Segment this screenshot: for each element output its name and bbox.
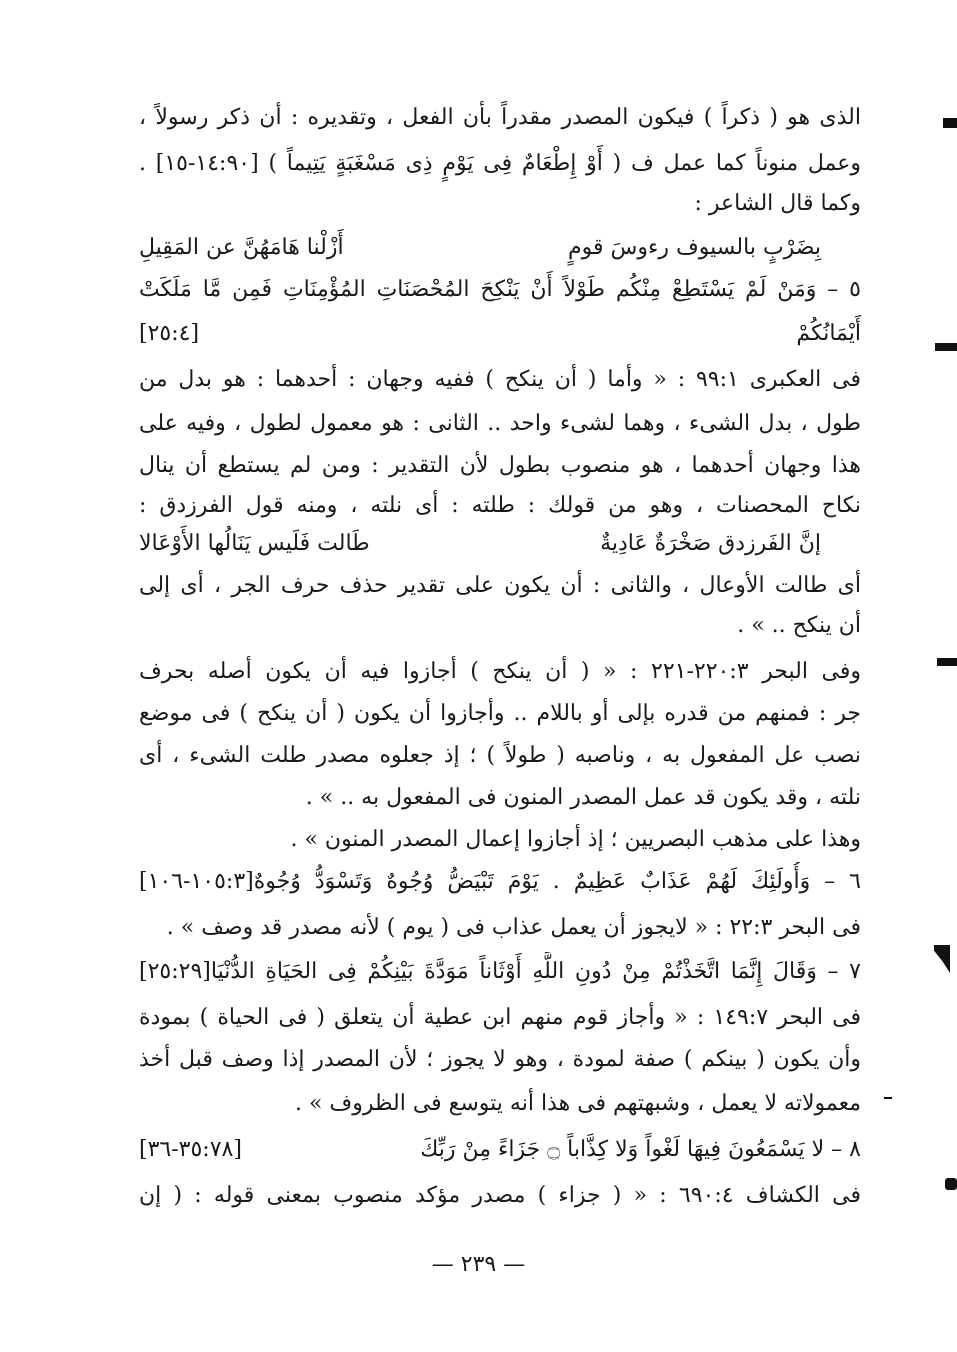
quran-verse-line (139, 1130, 861, 1170)
text-line: وأن يكون ( بينكم ) صفة لمودة ، وهو لا يجوز ؛ لأن المصدر إذا وصف قبل أخذ (139, 1047, 861, 1072)
quran-verse-text: ٨ – لا يَسْمَعُونَ فِيهَا لَغْواً وَلا كِذَّاباً ۝ جَزَاءً مِنْ رَبِّكَ (420, 1137, 861, 1162)
text-line: طول ، بدل الشىء ، وهما لشىء واحد .. الثانى : هو معمول لطول ، وفيه على (139, 411, 861, 436)
text-line: فى البحر ١٤٩:٧ : « وأجاز قوم منهم ابن عطية أن يتعلق ( فى الحياة ) بمودة (139, 1005, 861, 1030)
text-line: فى الكشاف ٦٩٠:٤ : « ( جزاء ) مصدر مؤكد منصوب بمعنى قوله : ( إن (139, 1183, 861, 1208)
text-line: أى طالت الأوعال ، والثانى : أن يكون على تقدير حذف حرف الجر ، أى إلى (139, 573, 861, 598)
text-line: وعمل منوناً كما عمل ف ( أَوْ إِطْعَامٌ فِى يَوْمٍ ذِى مَسْغَبَةٍ يَتِيماً ) [١٤:٩٠-١٥] . (139, 151, 861, 176)
verse-hemistich-first: إنَّ الفَرزدق صَخْرَةٌ عَادِيةٌ (600, 531, 821, 556)
scan-speck (884, 1097, 892, 1099)
text-line: فى البحر ٢٢:٣ : « لايجوز أن يعمل عذاب فى ( يوم ) لأنه مصدر قد وصف » . (166, 915, 861, 940)
text-line: وكما قال الشاعر : (694, 191, 861, 216)
verse-reference: [٣٥:٧٨-٣٦] (139, 1137, 242, 1162)
binding-hole-mark (937, 658, 957, 666)
text-line: الذى هو ( ذكراً ) فيكون المصدر مقدراً بأن الفعل ، وتقديره : أن ذكر رسولاً ، (139, 105, 861, 130)
text-line: أن ينكح .. » . (737, 613, 861, 638)
text-line: نكاح المحصنات ، وهو من قولك : طلته : أى نلته ، ومنه قول الفرزدق : (139, 493, 861, 518)
quran-verse-text: أَيْمَانُكُمْ (796, 321, 861, 346)
verse-hemistich-first: بِضَرْبٍ بالسيوف رءوسَ قومٍ (568, 235, 821, 260)
text-line: وهذا على مذهب البصريين ؛ إذ أجازوا إعمال المصدر المنون » . (290, 827, 861, 852)
binding-hole-mark (934, 945, 950, 973)
text-line: نصب عل المفعول به ، وناصبه ( طولاً ) ؛ إذ جعلوه مصدر طلت الشىء ، أى (139, 743, 861, 768)
binding-hole-mark (935, 343, 957, 351)
text-line: هذا وجهان أحدهما ، هو منصوب بطول لأن التقدير : ومن لم يستطع أن ينال (139, 453, 861, 478)
quran-verse-line: ٦ – وَأُولَئِكَ لَهُمْ عَذَابٌ عَظِيمٌ . يَوْمَ تَبْيَضُّ وُجُوهٌ وَتَسْوَدُّ وُجُوهٌ[١٠٥:٣-١٠٦] (139, 869, 861, 894)
poetry-verse (139, 228, 861, 268)
verse-hemistich-second: أَزْلْنا هَامَهُنَّ عن المَقِيلِ (139, 235, 344, 260)
text-line: فى العكبرى ٩٩:١ : « وأما ( أن ينكح ) ففيه وجهان : أحدهما : هو بدل من (139, 367, 861, 392)
verse-reference: [٢٥:٤] (139, 321, 200, 346)
text-line: وفى البحر ٢٢٠:٣-٢٢١ : « ( أن ينكح ) أجازوا فيه أن يكون أصله بحرف (139, 659, 861, 684)
text-line: جر : فمنهم من قدره بإلى أو باللام .. وأجازوا أن يكون ( أن ينكح ) فى موضع (139, 701, 861, 726)
poetry-verse (139, 524, 861, 564)
binding-hole-mark (945, 1178, 957, 1190)
verse-hemistich-second: طَالت فَلَيس يَنَالُها الأَوْعَالا (139, 531, 370, 556)
text-line: نلته ، وقد يكون قد عمل المصدر المنون فى المفعول به .. » . (305, 785, 861, 810)
page-number: — ٢٣٩ — (431, 1252, 526, 1277)
quran-verse-line: ٧ – وَقَالَ إِنَّمَا اتَّخَذْتُمْ مِنْ دُونِ اللَّهِ أَوْثَاناً مَوَدَّةَ بَيْنِكُمْ فِى الحَيَاةِ الدُّنْيَا[٢٥:٢٩] (139, 959, 861, 984)
binding-hole-mark (943, 118, 957, 128)
text-line: معمولاته لا يعمل ، وشبهتهم فى هذا أنه يتوسع فى الظروف » . (294, 1091, 861, 1116)
quran-verse-line: ٥ – وَمَنْ لَمْ يَسْتَطِعْ مِنْكُم طَوْلاً أَنْ يَنْكِحَ المُحْصَنَاتِ المُؤْمِنَاتِ فَمِن مَّا مَلَكَتْ (139, 277, 861, 302)
quran-verse-line-end (139, 314, 861, 354)
